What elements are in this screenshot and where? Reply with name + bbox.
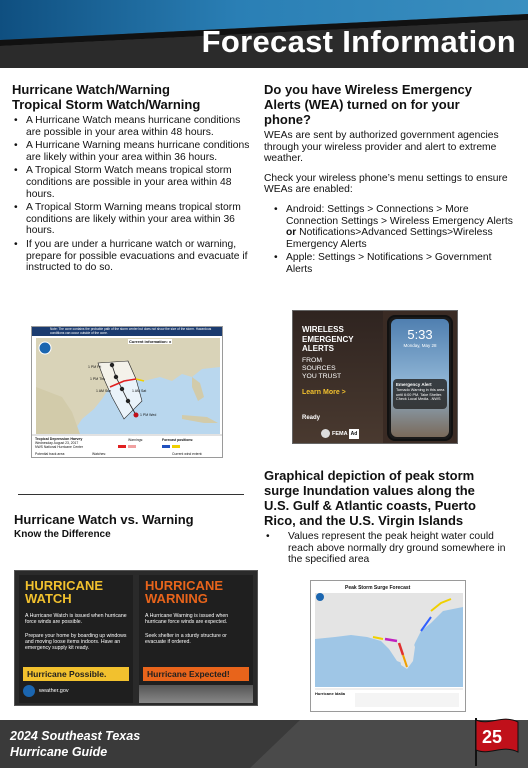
wea-promo-title <box>302 325 354 354</box>
ad-council-logo: Ad <box>350 431 358 437</box>
watch-warning-list <box>12 115 252 274</box>
watch-warning-heading <box>12 82 252 112</box>
list-item: • A Tropical Storm Warning means tropical storm conditions are likely within your area within 36 hours. <box>12 202 252 237</box>
warning-title-line: HURRICANE <box>145 578 223 593</box>
footer-title <box>10 728 140 760</box>
watch-title-line: HURRICANE <box>25 578 103 593</box>
track-label: 1 PM Fri <box>88 365 102 369</box>
watch-title-line: WATCH <box>25 591 72 606</box>
fema-seal-icon <box>321 429 330 438</box>
page-title: Forecast Information <box>201 24 516 59</box>
page-footer <box>0 720 528 768</box>
watch-card-action: Prepare your home by boarding up windows and moving loose items indoors. Have an emergency supply kit ready. <box>25 633 127 652</box>
watch-vs-warning-subtitle: Know the Difference <box>14 529 111 540</box>
track-label: 1 AM Sun <box>96 389 112 393</box>
wea-heading <box>264 82 516 127</box>
ready-logo: Ready <box>302 415 321 421</box>
apple-settings: • Apple: Settings > Notifications > Government Alerts <box>272 252 516 275</box>
noaa-logo-icon <box>23 685 35 697</box>
watch-vs-warning-section <box>14 512 254 540</box>
alert-notification <box>393 379 447 409</box>
forecast-cone-map <box>31 326 223 458</box>
fema-logo: FEMA <box>332 431 348 437</box>
wea-line: WIRELESS <box>302 325 344 334</box>
cone-legend-positions: Forecast positions: <box>162 438 194 442</box>
wea-settings-list <box>264 204 516 276</box>
heading-line: Graphical depiction of peak storm <box>264 468 475 483</box>
phone-date: Monday, May 28 <box>403 343 437 348</box>
heading-line: Rico, and the U.S. Virgin Islands <box>264 513 464 528</box>
wea-paragraph: WEAs are sent by authorized government agencies through your wireless provider and alert to extreme weather. <box>264 130 499 165</box>
heading-line: Do you have Wireless Emergency <box>264 82 472 97</box>
track-label: 1 AM Sat <box>132 389 147 393</box>
heading-line: Hurricane Watch/Warning <box>12 82 170 97</box>
watch-vs-warning-graphic <box>14 570 258 706</box>
learn-more-link: Learn More > <box>302 389 346 396</box>
heading-line: Alerts (WEA) turned on for your <box>264 97 460 112</box>
cone-legend-watches: Watches: <box>92 452 107 456</box>
watch-vs-warning-heading: Hurricane Watch vs. Warning <box>14 512 194 527</box>
wea-line: FROM <box>302 357 323 364</box>
wea-line: ALERTS <box>302 344 334 353</box>
storm-surge-section <box>264 468 520 568</box>
wea-line: YOU TRUST <box>302 373 342 380</box>
track-label: 1 PM Thu <box>90 377 106 381</box>
section-divider <box>18 494 244 495</box>
surge-map-label: Hurricane Idalia <box>315 691 346 696</box>
warning-title-line: WARNING <box>145 591 208 606</box>
list-item: • Values represent the peak height water could reach above normally dry ground somewhere in the specified area <box>264 531 520 566</box>
watch-card-brand: weather.gov <box>39 688 69 694</box>
cone-nhc: NWS National Hurricane Center <box>35 445 84 449</box>
cone-note: Note: The cone contains the probable path of the storm center but does not show the size of the storm. Hazardous conditions can occur outside of the cone. <box>50 327 212 335</box>
warning-card <box>139 575 253 703</box>
watch-card-title <box>25 579 103 605</box>
wea-check-paragraph: Check your wireless phone’s menu settings to ensure WEAs are enabled: <box>264 172 508 196</box>
alert-body: Tornado Warning in this area until 6:00 PM. Take Shelter. Check Local Media. -NWS <box>396 388 445 402</box>
storm-surge-map <box>310 580 466 712</box>
storm-surge-heading <box>264 468 520 528</box>
heading-line: Tropical Storm Watch/Warning <box>12 97 201 112</box>
surge-map-title: Peak Storm Surge Forecast <box>345 585 411 591</box>
android-text: Android: Settings > Connections > More Connection Settings > Wireless Emergency Alerts <box>286 203 513 227</box>
track-label: 1 PM Wed <box>140 413 157 417</box>
phone-time: 5:33 <box>407 327 433 342</box>
footer-line: Hurricane Guide <box>10 745 108 759</box>
alert-title: Emergency Alert <box>396 382 432 387</box>
cone-legend-track: Potential track area: <box>35 452 66 456</box>
warning-card-action: Seek shelter in a sturdy structure or evacuate if ordered. <box>145 633 227 646</box>
cone-legend-wind: Current wind extent: <box>172 452 203 456</box>
warning-card-title <box>145 579 223 605</box>
heading-line: U.S. Gulf & Atlantic coasts, Puerto <box>264 498 476 513</box>
phone-graphic <box>387 315 453 441</box>
wea-promo-subtitle <box>302 357 341 381</box>
page-number: 25 <box>482 727 503 747</box>
android-text-2: Notifications>Advanced Settings>Wireless Emergency Alerts <box>286 227 493 250</box>
android-settings <box>272 204 516 250</box>
footer-line: 2024 Southeast Texas <box>10 729 141 743</box>
cone-current-info: Current information: x <box>129 339 172 344</box>
android-or: or <box>286 227 297 239</box>
warning-card-footer: Hurricane Expected! <box>143 667 249 681</box>
wea-line: EMERGENCY <box>302 334 354 344</box>
wea-promo-image <box>292 310 458 444</box>
right-column <box>264 82 516 278</box>
cone-storm-title: Tropical Depression Harvey <box>35 437 83 441</box>
storm-surge-list <box>264 531 520 566</box>
cone-storm-date: Wednesday August 23, 2017 <box>35 441 79 445</box>
wea-line: SOURCES <box>302 365 336 372</box>
list-item: • If you are under a hurricane watch or warning, prepare for possible evacuations and evacuate if instructed to do so. <box>12 239 252 274</box>
list-item: • A Hurricane Watch means hurricane conditions are possible in your area within 48 hours. <box>12 115 252 138</box>
page-header <box>0 0 528 68</box>
cone-legend-warnings: Warnings: <box>128 438 144 442</box>
storm-photo <box>139 685 253 703</box>
heading-line: surge Inundation values along the <box>264 483 475 498</box>
watch-card <box>19 575 133 703</box>
left-column <box>12 82 252 276</box>
heading-line: phone? <box>264 112 311 127</box>
warning-card-desc: A Hurricane Warning is issued when hurricane force winds are expected. <box>145 613 229 626</box>
list-item: • A Tropical Storm Watch means tropical storm conditions are possible in your area within 48 hours. <box>12 165 252 200</box>
list-item: • A Hurricane Warning means hurricane conditions are likely within your area within 36 hours. <box>12 140 252 163</box>
watch-card-desc: A Hurricane Watch is issued when hurricane force winds are possible. <box>25 613 127 626</box>
watch-card-footer: Hurricane Possible. <box>23 667 129 681</box>
